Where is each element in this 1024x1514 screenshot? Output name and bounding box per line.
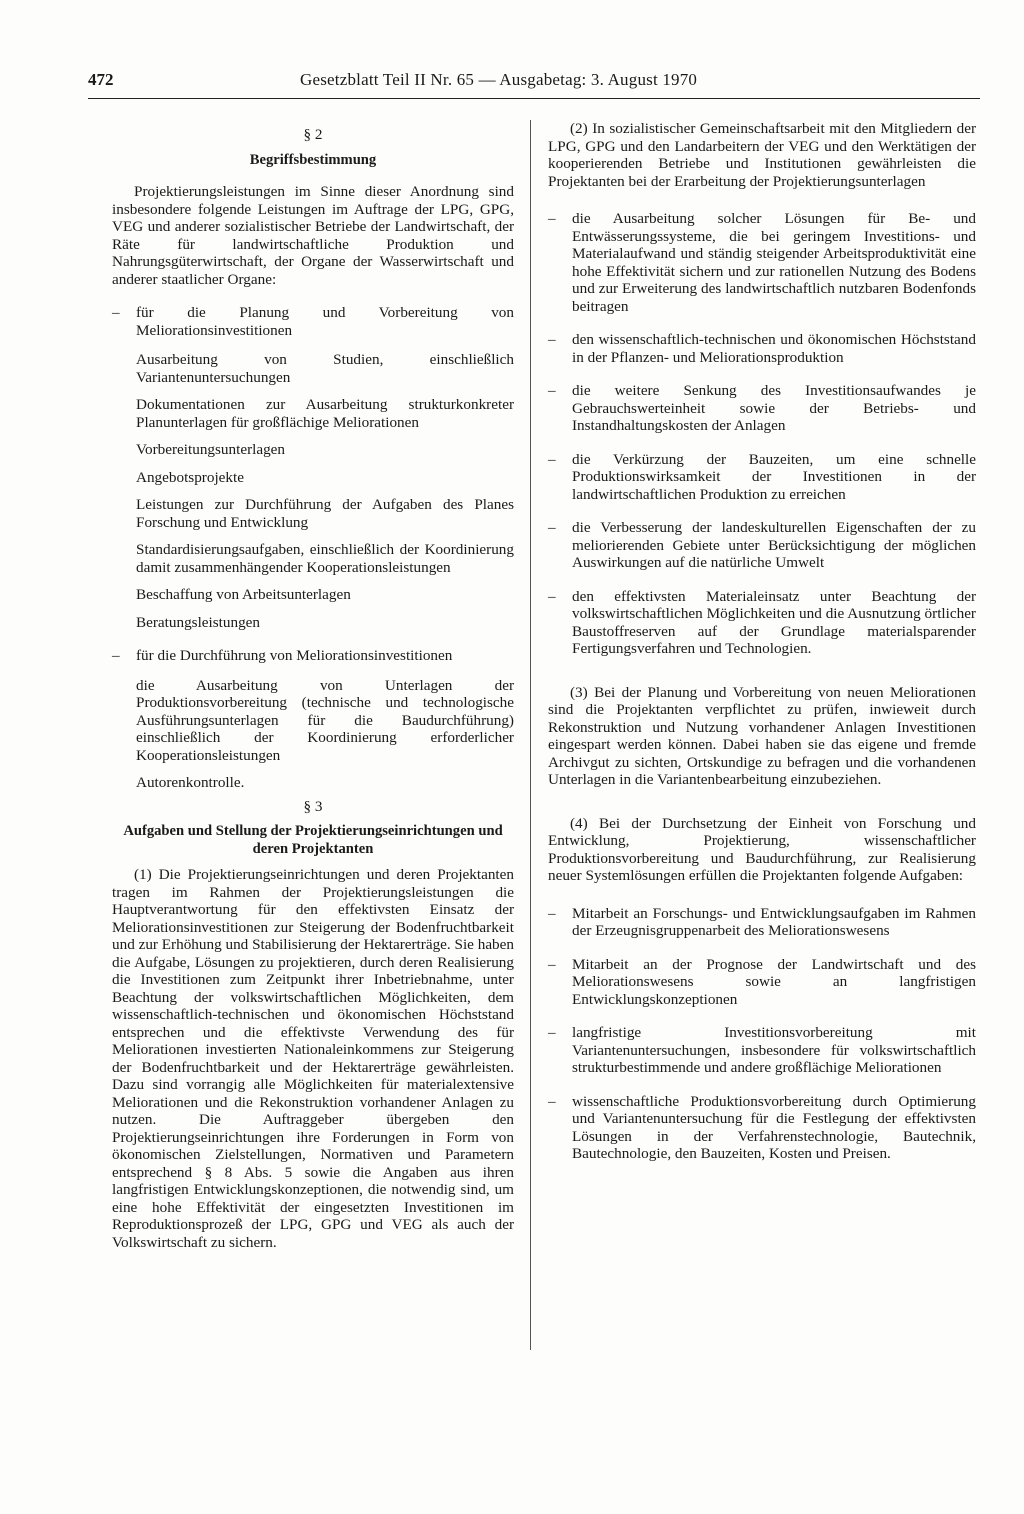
- section-3-number: § 3: [303, 797, 323, 815]
- list-item-text: wissenschaftliche Produktionsvorbereitung durch Optimierung und Variantenuntersuchung für die Festlegung der effektivsten Lösungen in der Verfahrenstechnologie, Bautechnik, Bautechnologie, den Bauzeiten, Kosten und Preisen.: [572, 1092, 976, 1162]
- list-item: Leistungen zur Durchführung der Aufgaben des Planes Forschung und Entwicklung: [136, 496, 514, 531]
- list-item: [548, 588, 976, 658]
- list-group-heading: für die Durchführung von Meliorationsinvestitionen: [136, 647, 453, 664]
- list-item: Autorenkontrolle.: [136, 774, 245, 791]
- section-3-paragraph-3: (3) Bei der Planung und Vorbereitung von neuen Meliorationen sind die Projektanten verpflichtet zu prüfen, inwieweit durch Rekonstruktion und Nutzung vorhandener Anlagen Investitionen eingespart werden können. Dabei haben sie das eigene und fremde Archivgut zu sichten, Ortskundige zu befragen und die vorhandenen Unterlagen in die Variantenbearbeitung einzubeziehen.: [548, 683, 976, 788]
- left-column: [112, 120, 514, 1251]
- list-item-text: Mitarbeit an der Prognose der Landwirtschaft und des Meliorationswesens sowie an langfristigen Entwicklungskonzeptionen: [572, 955, 976, 1008]
- right-column: [548, 120, 976, 1163]
- list-item: die Ausarbeitung von Unterlagen der Produktionsvorbereitung (technische und technologische Ausführungsunterlagen für die Baudurchführung) einschließlich der Koordinierung erforderlicher Kooperationsleistungen: [136, 676, 514, 764]
- list-item: Angebotsprojekte: [136, 468, 244, 486]
- list-group-durchfuehrung: [112, 647, 514, 665]
- dash-bullet: –: [548, 210, 556, 227]
- dash-bullet: –: [548, 519, 556, 536]
- section-3-paragraph-1: (1) Die Projektierungseinrichtungen und deren Projektanten tragen im Rahmen der Projektierungsleistungen die Hauptverantwortung für den effektivsten Einsatz der Meliorationsinvestitionen zur Steigerung der Bodenfruchtbarkeit und zur Erhöhung und Stabilisierung der Hektarerträge. Sie haben die Aufgabe, Lösungen zu projektieren, durch deren Realisierung die Investitionen zum Zeitpunkt ihrer Inbetriebnahme, unter Beachtung der volkswirtschaftlichen Möglichkeiten, dem wissenschaftlich-technischen und ökonomischen Höchststand entsprechen und die effektivste Verwendung des für Meliorationen investierten Nationaleinkommens zur Steigerung der Bodenfruchtbarkeit und der Hektarerträge gewährleisten. Dazu sind vorrangig alle Möglichkeiten für materialextensive Meliorationen und die Rekonstruktion vorhandener Anlagen zu nutzen. Die Auftraggeber übergeben den Projektierungseinrichtungen ihre Forderungen in Form von ökonomischen Zielstellungen, Normativen und Parametern entsprechend § 8 Abs. 5 sowie die Angaben aus ihren langfristigen Entwicklungskonzeptionen, die notwendig sind, um eine hohe Effektivität der eingesetzten Investitionen im Reproduktionsprozeß der LPG, GPG und VEG als auch der Volkswirtschaft zu sichern.: [112, 866, 514, 1251]
- dash-bullet: –: [548, 331, 556, 348]
- dash-bullet: –: [548, 587, 556, 605]
- page-number: 472: [88, 70, 114, 89]
- list-item: Standardisierungsaufgaben, einschließlich der Koordinierung damit zusammenhängender Kooperationsleistungen: [136, 541, 514, 576]
- dash-bullet: –: [548, 1092, 556, 1110]
- section-2-intro: Projektierungsleistungen im Sinne dieser Anordnung sind insbesondere folgende Leistungen im Auftrage der LPG, GPG, VEG und anderer sozialistischer Betriebe der Landwirtschaft, der Räte für landwirtschaftliche Produktion und Nahrungsgüterwirtschaft, der Organe der Wasserwirtschaft und anderer staatlicher Organe:: [112, 183, 514, 288]
- dash-bullet: –: [112, 647, 120, 664]
- list-item: Vorbereitungsunterlagen: [136, 441, 286, 458]
- list-item-text: die Ausarbeitung solcher Lösungen für Be- und Entwässerungssysteme, die bei geringem Investitions- und Materialaufwand und ständig steigender Arbeitsproduktivität eine hohe Effektivität sichern und zur rationellen Nutzung des Bodens und zur Erweiterung des landwirtschaftlich nutzbaren Bodenfonds beitragen: [572, 210, 976, 315]
- section-3-title: Aufgaben und Stellung der Projektierungseinrichtungen und deren Projektanten: [123, 823, 503, 857]
- list-group-heading: für die Planung und Vorbereitung von Meliorationsinvestitionen: [136, 304, 514, 339]
- list-item: Dokumentationen zur Ausarbeitung strukturkonkreter Planunterlagen für großflächige Meliorationen: [136, 396, 514, 431]
- list-item: [548, 1024, 976, 1077]
- section-2-title: Begriffsbestimmung: [249, 151, 377, 168]
- list-item: Ausarbeitung von Studien, einschließlich Variantenuntersuchungen: [136, 351, 514, 386]
- library-stamp: [380, 0, 590, 58]
- section-3-paragraph-4: (4) Bei der Durchsetzung der Einheit von Forschung und Entwicklung, Projektierung, wissenschaftlicher Produktionsvorbereitung und Baudurchführung, zur Realisierung neuer Systemlösungen erfüllen die Projektanten folgende Aufgaben:: [548, 814, 976, 884]
- dash-bullet: –: [548, 955, 556, 973]
- list-item: Beratungsleistungen: [136, 613, 261, 631]
- list-item-text: den wissenschaftlich-technischen und ökonomischen Höchststand in der Pflanzen- und Meliorationsproduktion: [572, 331, 976, 366]
- list-item: [548, 519, 976, 572]
- list-item: Beschaffung von Arbeitsunterlagen: [136, 586, 351, 603]
- list-item-text: die Verbesserung der landeskulturellen Eigenschaften der zu meliorierenden Gebiete unter Berücksichtigung der möglichen Auswirkungen auf die natürliche Umwelt: [572, 519, 976, 571]
- dash-bullet: –: [548, 450, 556, 468]
- column-divider: [530, 120, 531, 1350]
- list-item-text: langfristige Investitionsvorbereitung mit Variantenuntersuchungen, insbesondere für volkswirtschaftlich strukturbestimmende und andere großflächige Meliorationen: [572, 1024, 976, 1076]
- running-head: Gesetzblatt Teil II Nr. 65 — Ausgabetag: 3. August 1970: [300, 70, 698, 89]
- dash-bullet: –: [548, 382, 556, 399]
- list-item: [548, 331, 976, 366]
- dash-bullet: –: [548, 1024, 556, 1041]
- dash-bullet: –: [112, 304, 120, 321]
- page-header: [88, 68, 980, 99]
- list-group-planung: [112, 304, 514, 339]
- list-item: [548, 905, 976, 940]
- list-item: [548, 382, 976, 435]
- dash-bullet: –: [548, 904, 556, 922]
- list-item: [548, 451, 976, 504]
- list-item: [548, 210, 976, 315]
- section-2-number: § 2: [303, 126, 323, 143]
- list-item-text: den effektivsten Materialeinsatz unter Beachtung der volkswirtschaftlichen Möglichkeiten und die Ausnutzung örtlicher Baustoffreserven auf der Grundlage materialsparender Fertigungsverfahren und Technologien.: [572, 587, 976, 657]
- list-item-text: die Verkürzung der Bauzeiten, um eine schnelle Produktionswirksamkeit der Investitionen in der landwirtschaftlichen Produktion zu erreichen: [572, 450, 976, 503]
- list-item: [548, 1093, 976, 1163]
- list-item: [548, 956, 976, 1009]
- list-item-text: die weitere Senkung des Investitionsaufwandes je Gebrauchswerteinheit sowie der Betriebs- und Instandhaltungskosten der Anlagen: [572, 382, 976, 434]
- section-3-paragraph-2: (2) In sozialistischer Gemeinschaftsarbeit mit den Mitgliedern der LPG, GPG und den Landarbeitern der VEG und den Werktätigen der kooperierenden Betriebe und Institutionen gewährleisten die Projektanten bei der Erarbeitung der Projektierungsunterlagen: [548, 120, 976, 190]
- list-item-text: Mitarbeit an Forschungs- und Entwicklungsaufgaben im Rahmen der Erzeugnisgruppenarbeit des Meliorationswesens: [572, 904, 976, 939]
